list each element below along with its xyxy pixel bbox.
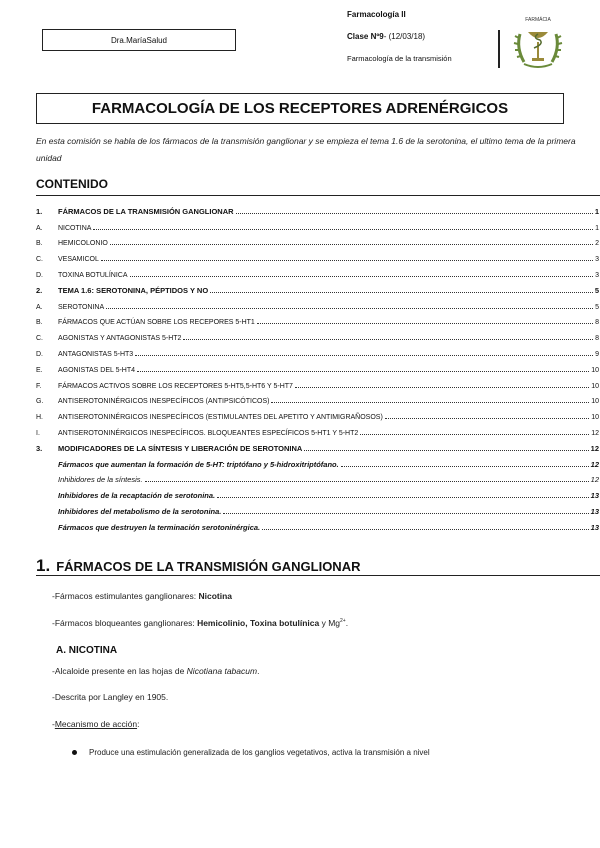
toc-page: 12 (590, 459, 599, 469)
toc-leader (236, 212, 593, 214)
toc-number: G. (36, 398, 44, 406)
toc-text: AGONISTAS Y ANTAGONISTAS 5-HT2 (58, 335, 182, 343)
toc-entry[interactable] (36, 216, 599, 232)
section1-heading (36, 556, 360, 576)
nicotina-line1 (52, 666, 259, 676)
toc-leader (110, 243, 593, 245)
toc-text: FÁRMACOS QUE ACTÚAN SOBRE LOS RECEPORES 5-HT1 (58, 319, 255, 327)
toc-entry[interactable] (36, 295, 599, 311)
bloqueantes-mg: y Mg (319, 618, 341, 628)
toc-text: ANTAGONISTAS 5-HT3 (58, 350, 134, 358)
toc-page: 1 (594, 206, 599, 216)
toc-text: FÁRMACOS ACTIVOS SOBRE LOS RECEPTORES 5-HT5,5-HT6 Y 5-HT7 (58, 382, 293, 390)
toc-label (36, 272, 128, 279)
toc-entry[interactable] (36, 279, 599, 295)
toc-number: C. (36, 256, 43, 264)
estimulantes-line (52, 591, 232, 601)
header-subject: Farmacología II (347, 10, 406, 19)
header-divider (498, 30, 500, 68)
toc-page: 8 (595, 319, 599, 327)
toc-leader (295, 386, 589, 388)
mecanismo-label: Mecanismo de acción (54, 719, 138, 729)
toc-entry[interactable] (36, 437, 599, 453)
toc-label (36, 398, 269, 405)
toc-label (36, 351, 133, 358)
toc-label (36, 367, 135, 374)
toc-label (58, 491, 215, 500)
toc-text: ANTISEROTONINÉRGICOS INESPECÍFICOS. BLOQUEANTES ESPECÍFICOS 5-HT1 Y 5-HT2 (58, 429, 359, 437)
toc-label (36, 414, 383, 421)
toc-entry[interactable] (36, 516, 599, 532)
toc-leader (210, 291, 593, 293)
toc-entry[interactable] (36, 200, 599, 216)
toc-page: 13 (590, 522, 599, 532)
toc-number: E. (36, 366, 43, 374)
class-date: - (12/03/18) (383, 32, 426, 41)
toc-number: F. (36, 382, 42, 390)
page-title: FARMACOLOGÍA DE LOS RECEPTORES ADRENÉRGICOS (36, 93, 564, 124)
toc-leader (304, 449, 588, 451)
toc-entry[interactable] (36, 421, 599, 437)
toc-leader (217, 496, 589, 498)
bullet-dot (72, 750, 77, 755)
toc-label (36, 304, 104, 311)
toc-page: 13 (590, 506, 599, 516)
estimulantes-prefix: -Fármacos estimulantes ganglionares: (52, 591, 199, 601)
toc-text: Inhibidores del metabolismo de la serotonina. (58, 506, 222, 516)
toc-page: 3 (595, 271, 599, 279)
toc-entry[interactable] (36, 232, 599, 248)
bloqueantes-prefix: -Fármacos bloqueantes ganglionares: (52, 618, 198, 628)
toc-text: AGONISTAS DEL 5-HT4 (58, 366, 136, 374)
nicotina-species: Nicotiana tabacum (186, 666, 258, 676)
toc-entry[interactable] (36, 326, 599, 342)
mecanismo-colon: : (137, 719, 140, 729)
nicotina-line1-prefix: -Alcaloide presente en las hojas de (52, 666, 187, 676)
header-class (347, 32, 425, 41)
toc-text: SEROTONINA (58, 303, 105, 311)
toc-text: MODIFICADORES DE LA SÍNTESIS Y LIBERACIÓN DE SEROTONINA (58, 443, 303, 453)
toc-page: 10 (591, 414, 599, 422)
toc-leader (130, 275, 594, 277)
nicotina-line2: -Descrita por Langley en 1905. (52, 692, 169, 702)
toc-leader (93, 228, 593, 230)
toc-text: NICOTINA (58, 224, 92, 232)
nicotina-line1-end: . (257, 666, 260, 676)
toc-entry[interactable] (36, 390, 599, 406)
table-of-contents (36, 200, 599, 532)
author-name: Dra.MaríaSalud (110, 35, 168, 45)
toc-number: H. (36, 414, 43, 422)
toc-page: 13 (590, 491, 599, 501)
toc-leader (341, 465, 589, 467)
toc-entry[interactable] (36, 405, 599, 421)
bloqueantes-end: . (345, 618, 349, 628)
toc-number: 1. (36, 206, 43, 216)
toc-page: 12 (590, 443, 599, 453)
toc-label (36, 240, 108, 247)
toc-entry[interactable] (36, 311, 599, 327)
toc-leader (385, 417, 589, 419)
toc-text: ANTISEROTONINÉRGICOS INESPECÍFICOS (ANTIPSICÓTICOS) (58, 398, 270, 406)
nicotina-heading: A. NICOTINA (56, 645, 118, 656)
contenido-rule (36, 195, 600, 196)
toc-label (58, 475, 143, 484)
logo-text: FARMÁCIA (525, 17, 551, 23)
section1-title: FÁRMACOS DE LA TRANSMISIÓN GANGLIONAR (56, 559, 361, 574)
toc-text: Inhibidores de la síntesis. (58, 475, 143, 485)
bloqueantes-line (52, 618, 348, 628)
toc-number: I. (36, 429, 40, 437)
bullet-item (72, 748, 430, 757)
toc-leader (183, 338, 593, 340)
toc-text: TEMA 1.6: SEROTONINA, PÉPTIDOS Y NO (58, 285, 209, 295)
toc-label (36, 207, 234, 216)
intro-text: En esta comisión se habla de los fármacos de la transmisión ganglionar y se empieza el tema 1.6 de la serotonina, el ultimo tema de la primera unidad (36, 136, 576, 163)
toc-entry[interactable] (36, 453, 599, 469)
mecanismo-line (52, 719, 139, 729)
bloqueantes-sep: , (245, 618, 250, 628)
mecanismo-dash: - (52, 719, 55, 729)
toc-entry[interactable] (36, 342, 599, 358)
toc-number: 3. (36, 443, 43, 453)
toc-text: Fármacos que aumentan la formación de 5-HT: triptófano y 5-hidroxitriptófano. (58, 459, 339, 469)
toc-entry[interactable] (36, 374, 599, 390)
header-topic: Farmacología de la transmisión (347, 54, 452, 63)
toc-number: B. (36, 319, 43, 327)
toc-text: Fármacos que destruyen la terminación serotoninérgica. (58, 522, 261, 532)
toc-number: C. (36, 335, 43, 343)
toc-leader (271, 401, 589, 403)
toc-text: FÁRMACOS DE LA TRANSMISIÓN GANGLIONAR (58, 206, 234, 216)
toc-entry[interactable] (36, 358, 599, 374)
toc-label (36, 444, 302, 453)
toc-number: 2. (36, 285, 43, 295)
toc-label (36, 319, 255, 326)
toc-entry[interactable] (36, 484, 599, 500)
toc-label (36, 225, 91, 232)
toc-entry[interactable] (36, 469, 599, 485)
class-label: Clase Nº9 (347, 32, 384, 41)
toc-leader (223, 512, 588, 514)
toc-text: Inhibidores de la recaptación de serotonina. (58, 491, 216, 501)
bloqueantes-hemicolinio: Hemicolinio (197, 618, 246, 628)
toc-leader (360, 433, 589, 435)
toc-page: 10 (591, 398, 599, 406)
toc-entry[interactable] (36, 263, 599, 279)
toc-leader (257, 322, 593, 324)
toc-page: 12 (590, 475, 599, 485)
toc-number: D. (36, 350, 43, 358)
toc-text: ANTISEROTONINÉRGICOS INESPECÍFICOS (ESTIMULANTES DEL APETITO Y ANTIMIGRAÑOSOS) (58, 414, 383, 422)
estimulantes-value: Nicotina (198, 591, 232, 601)
pharmacy-logo (510, 14, 566, 72)
contenido-heading: CONTENIDO (36, 177, 108, 191)
toc-number: B. (36, 240, 43, 248)
toc-number: A. (36, 303, 43, 311)
toc-page: 2 (595, 240, 599, 248)
toc-text: TOXINA BOTULÍNICA (58, 271, 128, 279)
author-box (42, 29, 236, 51)
toc-label (58, 523, 260, 532)
toc-number: A. (36, 224, 43, 232)
toc-page: 12 (591, 429, 599, 437)
toc-text: HEMICOLONIO (58, 240, 108, 248)
toc-label (36, 335, 181, 342)
toc-label (36, 430, 358, 437)
toc-page: 8 (595, 335, 599, 343)
toc-label (36, 383, 293, 390)
toc-leader (101, 259, 593, 261)
toc-leader (262, 528, 589, 530)
toc-page: 5 (595, 303, 599, 311)
bloqueantes-sup: 2+ (340, 618, 346, 625)
toc-page: 9 (595, 350, 599, 358)
toc-label (36, 286, 208, 295)
toc-text: VESAMICOL (58, 256, 99, 264)
toc-label (58, 507, 221, 516)
toc-page: 10 (591, 366, 599, 374)
toc-label (58, 460, 339, 469)
toc-number: D. (36, 271, 43, 279)
toc-page: 1 (595, 224, 599, 232)
toc-page: 10 (591, 382, 599, 390)
toc-leader (137, 370, 589, 372)
toc-page: 5 (594, 285, 599, 295)
toc-leader (106, 307, 593, 309)
bullet-text: Produce una estimulación generalizada de los ganglios vegetativos, activa la transmisión a nivel (89, 748, 430, 757)
toc-leader (135, 354, 593, 356)
toc-label (36, 256, 99, 263)
toc-entry[interactable] (36, 247, 599, 263)
toc-page: 3 (595, 256, 599, 264)
section1-number: 1. (36, 556, 51, 575)
toc-leader (145, 480, 589, 482)
bloqueantes-toxina: Toxina botulínica (249, 618, 320, 628)
toc-entry[interactable] (36, 500, 599, 516)
section1-rule (36, 575, 600, 576)
